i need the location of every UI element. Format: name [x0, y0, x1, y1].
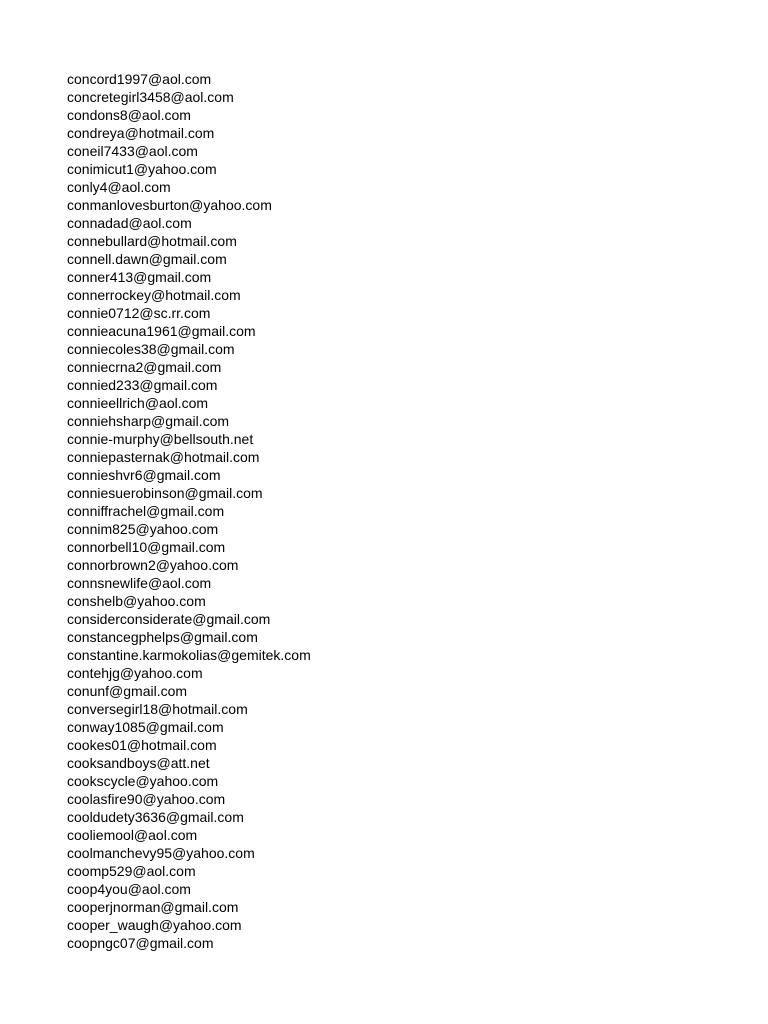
- email-entry: connorbell10@gmail.com: [67, 539, 226, 555]
- email-entry: concretegirl3458@aol.com: [67, 89, 234, 105]
- email-entry: constantine.karmokolias@gemitek.com: [67, 647, 311, 663]
- email-entry: connieshvr6@gmail.com: [67, 467, 221, 483]
- email-entry: conner413@gmail.com: [67, 269, 212, 285]
- email-entry: connim825@yahoo.com: [67, 521, 219, 537]
- email-entry: conmanlovesburton@yahoo.com: [67, 197, 272, 213]
- email-entry: connell.dawn@gmail.com: [67, 251, 227, 267]
- email-entry: cookes01@hotmail.com: [67, 737, 217, 753]
- email-entry: coop4you@aol.com: [67, 881, 191, 897]
- email-entry: connerrockey@hotmail.com: [67, 287, 241, 303]
- email-entry: conshelb@yahoo.com: [67, 593, 206, 609]
- email-entry: conniehsharp@gmail.com: [67, 413, 230, 429]
- email-entry: coolasfire90@yahoo.com: [67, 791, 226, 807]
- email-entry: cooliemool@aol.com: [67, 827, 198, 843]
- email-entry: conway1085@gmail.com: [67, 719, 224, 735]
- email-entry: cooldudety3636@gmail.com: [67, 809, 244, 825]
- email-entry: connsnewlife@aol.com: [67, 575, 212, 591]
- email-entry: cooper_waugh@yahoo.com: [67, 917, 242, 933]
- email-entry: constancegphelps@gmail.com: [67, 629, 258, 645]
- email-entry: conniesuerobinson@gmail.com: [67, 485, 263, 501]
- email-entry: cookscycle@yahoo.com: [67, 773, 219, 789]
- email-entry: connorbrown2@yahoo.com: [67, 557, 239, 573]
- email-entry: coopngc07@gmail.com: [67, 935, 214, 951]
- email-entry: contehjg@yahoo.com: [67, 665, 203, 681]
- email-entry: conunf@gmail.com: [67, 683, 188, 699]
- email-entry: connieellrich@aol.com: [67, 395, 209, 411]
- email-entry: cooperjnorman@gmail.com: [67, 899, 239, 915]
- email-entry: considerconsiderate@gmail.com: [67, 611, 271, 627]
- email-entry: condons8@aol.com: [67, 107, 191, 123]
- email-entry: conniecoles38@gmail.com: [67, 341, 235, 357]
- email-entry: concord1997@aol.com: [67, 71, 212, 87]
- email-entry: coolmanchevy95@yahoo.com: [67, 845, 255, 861]
- email-entry: conversegirl18@hotmail.com: [67, 701, 248, 717]
- email-entry: conly4@aol.com: [67, 179, 171, 195]
- email-entry: cooksandboys@att.net: [67, 755, 210, 771]
- email-entry: conniecrna2@gmail.com: [67, 359, 222, 375]
- email-entry: conimicut1@yahoo.com: [67, 161, 217, 177]
- email-entry: coomp529@aol.com: [67, 863, 196, 879]
- email-list: [67, 70, 311, 952]
- email-entry: connie0712@sc.rr.com: [67, 305, 211, 321]
- email-entry: connadad@aol.com: [67, 215, 192, 231]
- email-entry: connebullard@hotmail.com: [67, 233, 237, 249]
- email-entry: connie-murphy@bellsouth.net: [67, 431, 254, 447]
- email-entry: conniffrachel@gmail.com: [67, 503, 225, 519]
- email-entry: conniepasternak@hotmail.com: [67, 449, 260, 465]
- email-entry: connieacuna1961@gmail.com: [67, 323, 256, 339]
- email-entry: coneil7433@aol.com: [67, 143, 198, 159]
- email-entry: connied233@gmail.com: [67, 377, 218, 393]
- email-entry: condreya@hotmail.com: [67, 125, 215, 141]
